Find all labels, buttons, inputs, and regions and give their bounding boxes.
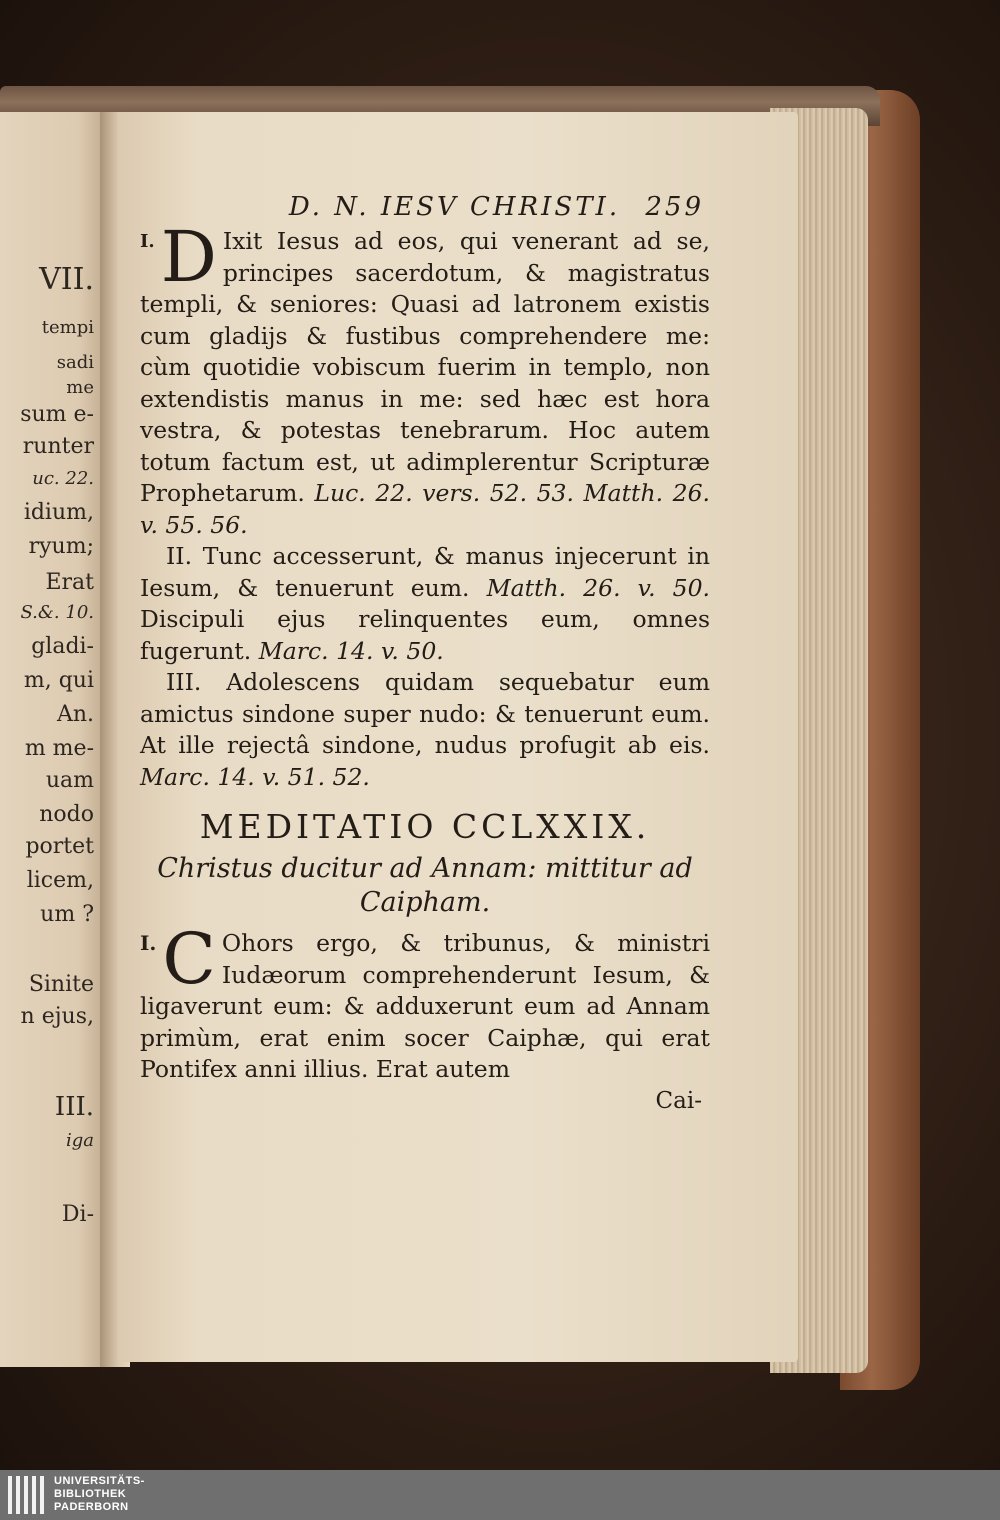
left-fragment: sadi [56,352,94,373]
left-fragment: n ejus, [20,1004,94,1029]
left-fragment: nodo [39,802,94,827]
paragraph-number: II. [166,542,193,570]
paragraph-3 [140,667,710,793]
drop-cap: D [160,216,217,298]
running-head [140,192,710,222]
left-fragment: portet [25,834,94,859]
left-fragment: me [66,377,94,398]
paragraph-number: I. [140,931,157,955]
drop-cap: C [162,918,216,1000]
meditation-subtitle: Christus ducitur ad Annam: mittitur ad Caipham. [157,853,693,918]
library-name-line: UNIVERSITÄTS- [54,1475,145,1487]
page-text [140,192,710,1114]
paragraph-text: Adolescens quidam sequebatur eum amictus sindone super nudo: & tenuerunt eum. At ille rejectâ sindone, nudus profugit ab eis. [140,668,710,759]
left-fragment: An. [56,702,94,727]
left-fragment: Di- [61,1202,94,1227]
page-number: 259 [645,192,704,222]
paragraph-2 [140,541,710,667]
left-fragment: um ? [40,902,94,927]
left-fragment: uc. 22. [32,468,94,489]
paragraph-text: Discipuli ejus relinquentes eum, omnes fugerunt. [140,605,710,665]
left-fragment: tempi [41,317,94,338]
library-name-line: BIBLIOTHEK [54,1488,127,1500]
library-name [54,1475,145,1514]
paragraph-text: Ohors ergo, & tribunus, & ministri Iudæorum comprehenderunt Iesum, & ligaverunt eum: & adduxerunt eum ad Annam primùm, erat enim socer Caiphæ, qui erat Pontifex anni illius. Erat autem [140,929,710,1083]
left-fragment: runter [22,434,94,459]
paragraph-1 [140,216,710,541]
left-fragment: m me- [24,736,94,761]
left-fragment: uam [45,768,94,793]
left-fragment: m, qui [23,668,94,693]
left-fragment: ryum; [28,534,94,559]
paragraph-number: I. [140,231,155,252]
left-fragment: idium, [23,500,94,525]
scripture-reference: Matth. 26. v. 50. [486,573,710,602]
scripture-reference: Marc. 14. v. 51. 52. [140,762,370,791]
paragraph-number: III. [166,668,202,696]
left-page [0,112,112,1367]
left-fragment: Erat [45,570,94,595]
left-fragment: Sinite [28,972,94,997]
scripture-reference: Marc. 14. v. 50. [258,636,444,665]
running-head-title: D. N. IESV CHRISTI. [288,192,621,222]
library-footer [0,1470,1000,1520]
paragraph-4 [140,918,710,1086]
left-fragment: S.&. 10. [20,602,94,623]
scripture-reference: Luc. 22. vers. 52. 53. Matth. 26. v. 55. 56. [140,479,710,539]
left-fragment: licem, [26,868,94,893]
left-fragment: VII. [39,262,94,297]
paragraph-text: Ixit Iesus ad eos, qui venerant ad se, principes sacerdotum, & magistratus templi, & seniores: Quasi ad latronem existis cum gladijs & fustibus comprehendere me: cùm quotidie vobiscum fuerim in templo, non extendistis manus in me: sed hæc est hora vestra, & potestas tenebrarum. Hoc autem totum factum est, ut adimplerentur Scripturæ Prophetarum. [140,227,710,507]
paragraph-text: Tunc accesserunt, & manus injecerunt in Iesum, & tenuerunt eum. [140,542,710,602]
meditation-title: MEDITATIO CCLXXIX. [199,807,651,846]
left-fragment: iga [65,1130,94,1151]
library-name-line: PADERBORN [54,1501,129,1513]
left-fragment: sum e- [20,402,94,427]
catchword: Cai- [655,1087,702,1114]
library-logo-icon [8,1476,48,1514]
left-fragment: gladi- [31,634,94,659]
left-fragment: III. [54,1092,94,1122]
